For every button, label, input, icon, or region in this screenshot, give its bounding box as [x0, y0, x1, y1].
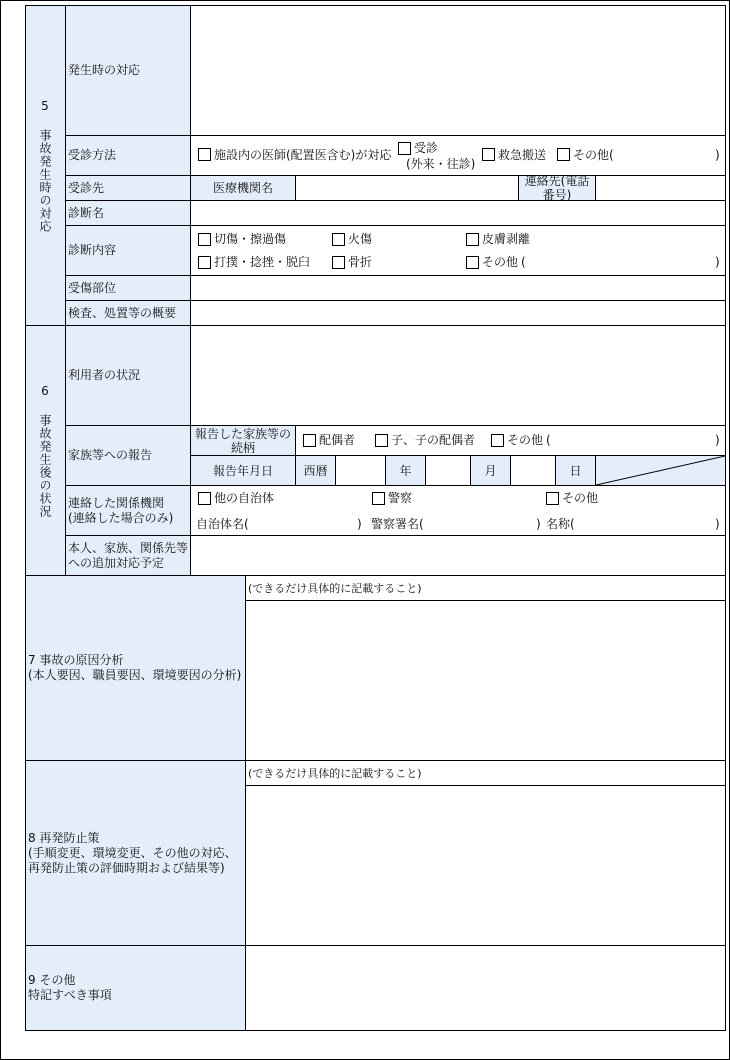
date-blank-cell — [595, 455, 726, 486]
meisho: 名称( — [546, 517, 575, 531]
opt-jushin-sub: (外来・往診) — [406, 157, 476, 171]
jichitai-paren-close: ) — [357, 517, 362, 531]
section-6-header — [25, 325, 66, 576]
k-paren-close: ) — [715, 433, 720, 447]
section-8-field[interactable] — [245, 785, 726, 946]
tsuika-label — [65, 535, 191, 576]
opt-k-sonota: その他 — [507, 433, 544, 447]
section-7-note: (できるだけ具体的に記載すること) — [245, 575, 726, 601]
kazoku-label: 家族等への報告 — [65, 425, 191, 486]
houkoku-date-label: 報告年月日 — [190, 455, 296, 486]
hassei-label: 発生時の対応 — [65, 5, 191, 136]
kankei-kikan-line2: (連絡した場合のみ) — [68, 510, 174, 525]
keisatsu-paren-close: ) — [536, 517, 541, 531]
kensa-field[interactable] — [190, 300, 726, 326]
shindanmei-field[interactable] — [190, 200, 726, 226]
section-5-label: 5 事故発生時の対応 — [38, 98, 52, 233]
checkbox-r-sonota[interactable] — [546, 492, 559, 505]
opt-kyukyu: 救急搬送 — [498, 148, 547, 162]
diagonal-line — [596, 456, 725, 485]
section-7-label-2: (本人要因、職員要因、環境要因の分析) — [28, 668, 242, 682]
section-8-header — [25, 760, 246, 946]
section-8-note: (できるだけ具体的に記載すること) — [245, 760, 726, 786]
section-8-label-1: 8 再発防止策 — [28, 830, 100, 845]
houkoku-zokugara-field — [295, 425, 726, 456]
jushin-houhou-field — [190, 135, 726, 176]
k-paren-open: ( — [546, 433, 551, 447]
nen-label: 年 — [385, 455, 426, 486]
opt-jushin: 受診 — [414, 141, 439, 155]
paren-close: ) — [715, 148, 720, 162]
checkbox-kyukyu[interactable] — [482, 148, 495, 161]
section-5-header — [25, 5, 66, 326]
riyousha-label: 利用者の状況 — [65, 325, 191, 426]
opt-shisetsu: 施設内の医師(配置医含む)が対応 — [214, 148, 392, 162]
checkbox-sonota[interactable] — [557, 148, 570, 161]
checkbox-hifu[interactable] — [466, 233, 479, 246]
opt-haigusha: 配偶者 — [319, 433, 356, 447]
jushin-houhou-label: 受診方法 — [65, 135, 191, 176]
checkbox-k-sonota[interactable] — [491, 434, 504, 447]
checkbox-haigusha[interactable] — [303, 434, 316, 447]
jushou-bui-field[interactable] — [190, 275, 726, 301]
d-hifu: 皮膚剥離 — [482, 232, 531, 246]
paren-open: ( — [609, 148, 614, 162]
shindanmei-label: 診断名 — [65, 200, 191, 226]
opt-keisatsu: 警察 — [388, 491, 413, 505]
kensa-label: 検査、処置等の概要 — [65, 300, 191, 326]
checkbox-jushin[interactable] — [398, 142, 411, 155]
renrakusaki-label: 連絡先(電話番号) — [518, 175, 596, 201]
checkbox-d-sonota[interactable] — [466, 256, 479, 269]
opt-ko: 子、子の配偶者 — [391, 433, 476, 447]
kankei-kikan-label — [65, 485, 191, 536]
shindan-naiyou-field — [190, 225, 726, 276]
d-kashou: 火傷 — [348, 232, 373, 246]
riyousha-field[interactable] — [190, 325, 726, 426]
section-8-label-2: (手順変更、環境変更、その他の対応、 — [28, 845, 237, 860]
jichitai-name: 自治体名( — [196, 517, 249, 531]
shindan-naiyou-label: 診断内容 — [65, 225, 191, 276]
section-9-label-1: 9 その他 — [28, 973, 76, 987]
section-8-label-3: 再発防止策の評価時期および結果等) — [28, 860, 225, 875]
hi-label: 日 — [555, 455, 596, 486]
checkbox-jichitai[interactable] — [198, 492, 211, 505]
hassei-field[interactable] — [190, 5, 726, 136]
meisho-paren-close: ) — [715, 517, 720, 531]
checkbox-keisatsu[interactable] — [372, 492, 385, 505]
seireki-label: 西暦 — [295, 455, 336, 486]
d-sonota: その他 — [482, 255, 519, 269]
jushinsaki-label: 受診先 — [65, 175, 191, 201]
renrakusaki-field[interactable] — [595, 175, 726, 201]
checkbox-ko[interactable] — [375, 434, 388, 447]
section-7-header — [25, 575, 246, 761]
d-kirikizu: 切傷・擦過傷 — [214, 232, 287, 246]
section-6-label: 6 事故発生後の状況 — [38, 383, 52, 518]
checkbox-kirikizu[interactable] — [198, 233, 211, 246]
section-7-field[interactable] — [245, 600, 726, 761]
opt-r-sonota: その他 — [562, 491, 599, 505]
tsuika-line1: 本人、家族、関係先等 — [68, 540, 189, 555]
iryou-kikan-label: 医療機関名 — [190, 175, 296, 201]
d-dabok: 打撲・捻挫・脱臼 — [214, 255, 311, 269]
iryou-kikan-field[interactable] — [295, 175, 519, 201]
checkbox-kossetsu[interactable] — [332, 256, 345, 269]
section-7-label-1: 7 事故の原因分析 — [28, 653, 124, 667]
houkoku-zokugara-label: 報告した家族等の続柄 — [190, 425, 296, 456]
day-field[interactable] — [510, 455, 556, 486]
tsuki-label: 月 — [470, 455, 511, 486]
kankei-kikan-line1: 連絡した関係機関 — [68, 495, 165, 510]
keisatsu-name: 警察署名( — [371, 517, 424, 531]
checkbox-kashou[interactable] — [332, 233, 345, 246]
checkbox-shisetsu[interactable] — [198, 148, 211, 161]
d-kossetsu: 骨折 — [348, 255, 373, 269]
checkbox-dabok[interactable] — [198, 256, 211, 269]
tsuika-field[interactable] — [190, 535, 726, 576]
section-9-field[interactable] — [245, 945, 726, 1031]
kankei-kikan-field — [190, 485, 726, 536]
opt-jichitai: 他の自治体 — [214, 491, 275, 505]
section-9-label-2: 特記すべき事項 — [28, 988, 112, 1002]
d-paren-open: ( — [521, 255, 526, 269]
d-paren-close: ) — [715, 255, 720, 269]
jushou-bui-label: 受傷部位 — [65, 275, 191, 301]
tsuika-line2: への追加対応予定 — [68, 555, 165, 570]
year-field[interactable] — [335, 455, 386, 486]
opt-sonota: その他 — [573, 148, 610, 162]
section-9-header — [25, 945, 246, 1031]
month-field[interactable] — [425, 455, 471, 486]
